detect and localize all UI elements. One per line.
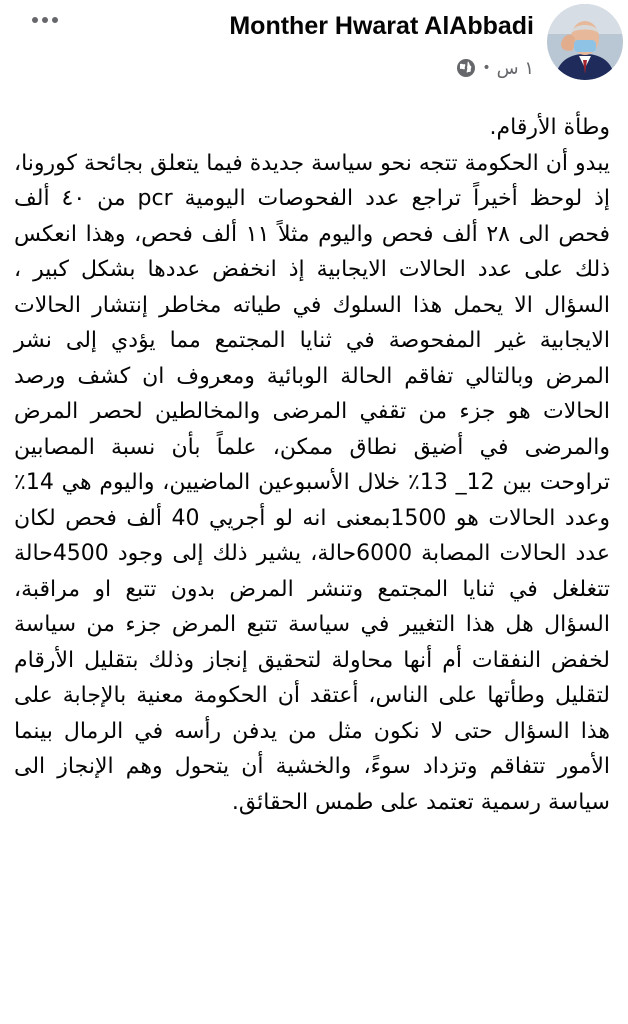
post-text: يبدو أن الحكومة تتجه نحو سياسة جديدة فيما يتعلق بجائحة كورونا، إذ لوحظ أخيراً تراجع عدد الفحوصات اليومية pcr من ٤٠ ألف فحص الى ٢٨ ألف فحص واليوم مثلاً ١١ ألف فحص، وهذا انعكس ذلك على عدد الحالات الايجابية إذ انخفض عددها بشكل كبير ، السؤال الا يحمل هذا السلوك في طياته مخاطر إنتشار الحالات الايجابية غير المفحوصة في ثنايا المجتمع مما يؤدي إلى نشر المرض وبالتالي تفاقم الحالة الوبائية ومعروف ان كشف ورصد الحالات هو جزء من تقفي المرضى والمخالطين لحصر المرض والمرضى في أضيق نطاق ممكن، علماً بأن نسبة المصابين تراوحت بين 12_ 13٪ خلال الأسبوعين الماضيين، واليوم هي 14٪ وعدد الحالات هو 1500بمعنى انه لو أجريي 40 ألف فحص لكان عدد الحالات المصابة 6000حالة، يشير ذلك إلى وجود 4500حالة تتغلغل في ثنايا المجتمع وتنشر المرض بدون تتبع او مراقبة، السؤال هل هذا التغيير في سياسة تتبع المرض جزء من سياسة لخفض النفقات أم أنها محاولة لتحقيق إنجاز وذلك بتقليل الأرقام لتقليل وطأتها على الناس، أعتقد أن الحكومة معنية بالإجابة على هذا السؤال حتى لا نكون مثل من يدفن رأسه في الرمال بينما الأمور تتفاقم وتزداد سوءً، والخشية أن يتحول وهم الإنجاز الى سياسة رسمية تعتمد على طمس الحقائق. <box>14 150 611 815</box>
more-horizontal-icon <box>32 17 38 23</box>
more-dot <box>42 17 48 23</box>
avatar-image <box>547 4 623 80</box>
post-header <box>0 0 628 100</box>
more-dot <box>52 17 58 23</box>
post-body <box>14 110 610 820</box>
post-timestamp[interactable]: ١ س <box>496 57 534 79</box>
globe-icon[interactable] <box>456 58 476 78</box>
avatar[interactable] <box>547 4 623 80</box>
author-name[interactable]: Monther Hwarat AlAbbadi <box>229 12 534 40</box>
post-title: وطأة الأرقام. <box>489 115 610 140</box>
more-options-button[interactable] <box>32 8 72 32</box>
post-meta <box>456 56 534 80</box>
separator-dot: • <box>482 60 491 76</box>
